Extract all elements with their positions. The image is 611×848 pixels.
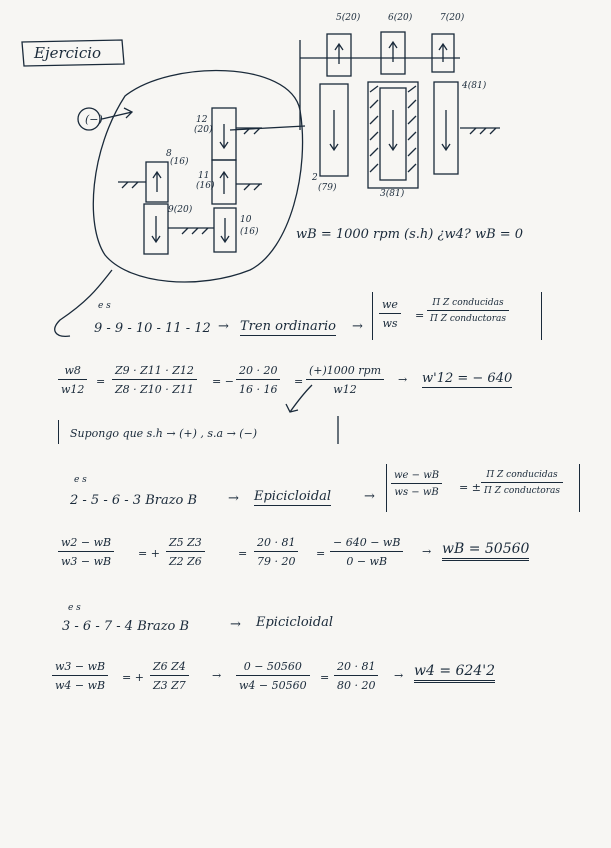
- box1-eq: =: [415, 309, 425, 322]
- eq1-arrow: →: [398, 373, 408, 386]
- train2-sequence: 2 - 5 - 6 - 3 Brazo B: [70, 493, 198, 508]
- box2-rhs: Π Z conducidas Π Z conductoras: [481, 470, 563, 496]
- eq2-teeth-ratio: $\frac{Z5 Z3}{Z2 Z6}$: [166, 536, 205, 568]
- train1-sequence: 9 - 9 - 10 - 11 - 12: [94, 321, 211, 336]
- box2-lhs: $\frac{we - wB}{ws - wB}$: [391, 470, 442, 498]
- page-title: Ejercicio: [34, 44, 102, 62]
- box2-eq: = ±: [459, 481, 481, 494]
- train3-type: Epicicloidal: [256, 615, 334, 630]
- eq2-lhs: $\frac{w2 - wB}{w3 - wB}$: [58, 536, 114, 568]
- train2-arrow-2: →: [364, 489, 375, 504]
- eq3-sign-1: = +: [122, 671, 144, 684]
- assumption-note: Supongo que s.h → (+) , s.a → (−): [70, 427, 258, 440]
- eq3-lhs: $\frac{w3 - wB}{w4 - wB}$: [52, 660, 108, 692]
- given-data: wB = 1000 rpm (s.h) ¿w4? wB = 0: [296, 227, 524, 242]
- label-gear-9: 9(20): [168, 205, 193, 215]
- train1-type: Tren ordinario: [240, 319, 336, 334]
- label-gear-10-teeth: (16): [240, 227, 259, 237]
- eq1-lhs: $\frac{w8}{w12}$: [58, 364, 87, 396]
- eq3-speed-ratio: $\frac{0 - 50560}{w4 - 50560}$: [236, 660, 310, 692]
- eq2-sign-2: =: [238, 547, 248, 560]
- eq2-result: wB = 50560: [442, 542, 529, 561]
- formula-box-ordinary: [372, 292, 542, 340]
- eq3-teeth-ratio: $\frac{Z6 Z4}{Z3 Z7}$: [150, 660, 189, 692]
- train3-arrow: →: [230, 617, 241, 632]
- eq2-sign-1: = +: [138, 547, 160, 560]
- eq3-numeric-ratio: $\frac{20 \cdot 81}{80 \cdot 20}$: [334, 660, 378, 692]
- eq1-sign-1: =: [96, 375, 106, 388]
- eq3-arrow-2: →: [394, 669, 404, 682]
- eq2-numeric-ratio: $\frac{20 \cdot 81}{79 \cdot 20}$: [254, 536, 298, 568]
- eq3-arrow-1: →: [212, 669, 222, 682]
- label-gear-11: 11: [198, 171, 210, 181]
- label-gear-8-teeth: (16): [170, 157, 189, 167]
- label-gear-8: 8: [166, 149, 172, 159]
- label-gear-12-teeth: (20): [194, 125, 213, 135]
- train2-type: Epicicloidal: [254, 489, 332, 504]
- eq1-numeric-ratio: $\frac{20 \cdot 20}{16 \cdot 16}$: [236, 364, 280, 396]
- train3-marks: e s: [68, 603, 81, 613]
- eq1-sign-3: =: [294, 375, 304, 388]
- eq1-sign-2: = −: [212, 375, 234, 388]
- eq3-result: w4 = 624'2: [414, 664, 495, 683]
- label-gear-10: 10: [240, 215, 252, 225]
- label-gear-2: 2: [312, 173, 318, 183]
- formula-box-epicyclic: [386, 464, 580, 512]
- eq1-speed-ratio: (+)1000 rpm w12: [306, 364, 384, 396]
- label-gear-7: 7(20): [440, 13, 465, 23]
- train1-arrow-2: →: [352, 319, 363, 334]
- label-gear-11-teeth: (16): [196, 181, 215, 191]
- eq2-sign-3: =: [316, 547, 326, 560]
- eq2-arrow: →: [422, 545, 432, 558]
- train3-sequence: 3 - 6 - 7 - 4 Brazo B: [62, 619, 190, 634]
- label-gear-2-teeth: (79): [318, 183, 337, 193]
- train2-arrow: →: [228, 491, 239, 506]
- eq2-speed-ratio: $\frac{- 640 - wB}{0 - wB}$: [330, 536, 403, 568]
- label-gear-12: 12: [196, 115, 208, 125]
- label-gear-5: 5(20): [336, 13, 361, 23]
- train2-marks: e s: [74, 475, 87, 485]
- train1-marks: e s: [98, 301, 111, 311]
- label-gear-3: 3(81): [380, 189, 405, 199]
- eq1-teeth-ratio: $\frac{Z9 \cdot Z11 \cdot Z12}{Z8 \cdot Z10 \cdot Z11}$: [112, 364, 197, 396]
- label-gear-4: 4(81): [462, 81, 487, 91]
- eq1-result: w'12 = − 640: [422, 371, 513, 386]
- train1-arrow: →: [218, 319, 229, 334]
- box1-rhs: Π Z conducidas Π Z conductoras: [427, 298, 509, 324]
- box1-lhs: $\frac{we}{ws}$: [379, 298, 401, 330]
- minus-marker: (−): [85, 113, 103, 126]
- eq3-sign-2: =: [320, 671, 330, 684]
- label-gear-6: 6(20): [388, 13, 413, 23]
